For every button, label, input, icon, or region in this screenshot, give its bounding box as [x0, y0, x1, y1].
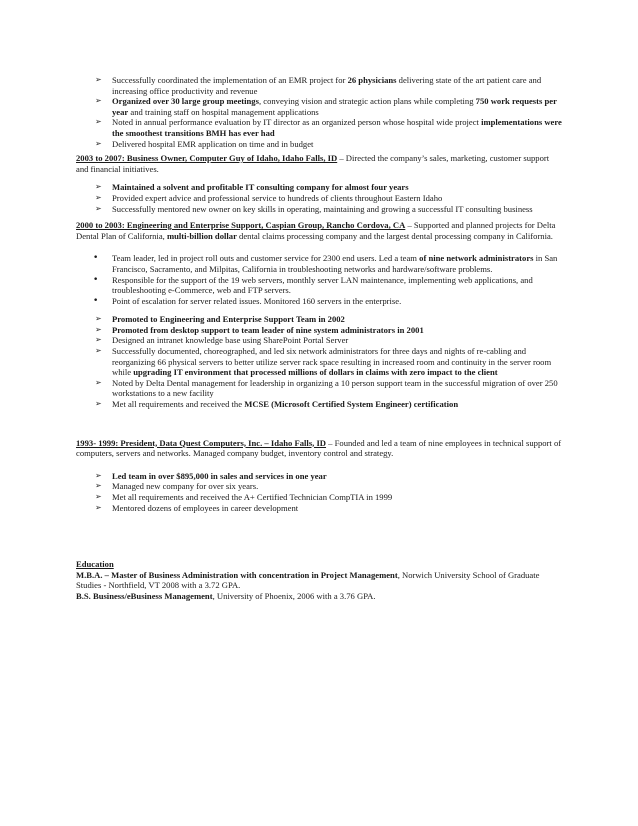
bullet-arrow-icon: ➢	[95, 96, 102, 106]
bullet-arrow-icon: ➢	[95, 203, 102, 213]
job-2000-2003	[76, 220, 562, 241]
bold-text: implementations were the smoothest transitions BMH has ever had	[112, 117, 562, 138]
job-description: – Founded and led a team of nine employees in technical support of computers, servers and networks. Managed company budget, inventory control and strategy.	[76, 437, 562, 459]
list-item	[76, 314, 562, 325]
bullet-arrow-icon: ➢	[95, 399, 102, 409]
job-description: – Supported and planned projects for Delta Dental Plan of California, multi-billion dollar dental claims processing company and the largest dental processing company in California.	[76, 220, 556, 241]
bullet-arrow-icon: ➢	[95, 182, 102, 192]
list-item: ➢ Provided expert advice and professional service to hundreds of clients throughout Eastern Idaho	[95, 192, 443, 203]
job-header: 1993- 1999: President, Data Quest Computers, Inc. – Idaho Falls, ID	[76, 437, 327, 448]
bullet-dot-icon: •	[93, 253, 99, 264]
job-2000-2003-dot-bullets	[76, 253, 562, 306]
job-2000-2003-arrow-bullets	[76, 314, 562, 409]
list-item: ➢ Successfully documented, choreographed, and led six network administrators for three days and nights of re-cabling and reorganizing 66 physical servers to better utilize server rack space resulting in increased room and continuity in the server room while upgrading IT environment that processed millions of dollars in claims with zero impact to the client	[95, 346, 552, 378]
bold-text: M.B.A. – Master of Business Administration with concentration in Project Management	[76, 569, 398, 580]
list-item: ➢ Noted in annual performance evaluation by IT director as an organized person whose hospital wide project implementations were the smoothest transitions BMH has ever had	[95, 117, 562, 138]
job-header: 2000 to 2003: Engineering and Enterprise Support, Caspian Group, Rancho Cordova, CA	[76, 220, 406, 231]
bold-text: 26 physicians	[347, 75, 397, 85]
bold-text: Led team in over $895,000 in sales and services in one year	[112, 470, 327, 481]
bullet-arrow-icon: ➢	[95, 75, 102, 84]
bold-text: MCSE (Microsoft Certified System Engineer) certification	[244, 399, 459, 410]
bold-text: 750 work requests per year	[112, 96, 557, 117]
bold-text: Promoted from desktop support to team leader of nine system administrators in 2001	[112, 324, 424, 335]
bullet-arrow-icon: ➢	[95, 324, 102, 334]
list-item	[76, 182, 562, 193]
job-1993-1999	[76, 438, 562, 459]
bullet-arrow-icon: ➢	[95, 502, 102, 512]
job-2003-2007	[76, 153, 562, 174]
list-item: ➢ Met all requirements and received the A+ Certified Technician CompTIA in 1999	[95, 492, 393, 502]
education-section	[76, 559, 562, 601]
bullet-arrow-icon: ➢	[95, 192, 102, 202]
education-title: Education	[76, 559, 114, 570]
list-item: ➢ Successfully coordinated the implementation of an EMR project for 26 physicians delivering state of the art patient care and increasing office productivity and revenue	[95, 75, 542, 96]
bold-text: Promoted to Engineering and Enterprise Support Team in 2002	[112, 314, 345, 325]
list-item: • Point of escalation for server related issues. Monitored 160 servers in the enterprise.	[93, 295, 402, 306]
list-item: ➢ Managed new company for over six years.	[95, 481, 259, 492]
job-2003-2007-bullets	[76, 182, 562, 214]
list-item	[76, 471, 562, 482]
education-entries	[76, 570, 562, 602]
bullet-arrow-icon: ➢	[95, 117, 102, 127]
job-header: 2003 to 2007: Business Owner, Computer Guy of Idaho, Idaho Falls, ID	[76, 153, 338, 164]
bold-text: B.S. Business/eBusiness Management	[76, 590, 213, 601]
list-item: ➢ Mentored dozens of employees in career development	[95, 502, 299, 513]
bullet-arrow-icon: ➢	[95, 314, 102, 324]
list-item	[76, 325, 562, 336]
list-item: ➢ Met all requirements and received the MCSE (Microsoft Certified System Engineer) certification	[95, 399, 459, 410]
bold-text: Organized over 30 large group meetings	[112, 96, 259, 107]
list-item: ➢ Successfully mentored new owner on key skills in operating, maintaining and growing a successful IT consulting business	[95, 203, 533, 214]
bullet-arrow-icon: ➢	[95, 335, 102, 345]
bold-text: Maintained a solvent and profitable IT consulting company for almost four years	[112, 182, 409, 193]
education-entry: M.B.A. – Master of Business Administration with concentration in Project Management, Norwich University School of Graduate Studies - Northfield, VT 2008 with a 3.72 GPA.	[76, 569, 540, 591]
bullet-arrow-icon: ➢	[95, 470, 102, 480]
bullet-arrow-icon: ➢	[95, 346, 102, 356]
bullet-arrow-icon: ➢	[95, 492, 102, 501]
list-item: ➢ Noted by Delta Dental management for leadership in organizing a 10 person support team in the successful migration of over 250 workstations to a new facility	[95, 377, 558, 399]
list-item: ➢ Designed an intranet knowledge base using SharePoint Portal Server	[95, 335, 349, 346]
bullet-arrow-icon: ➢	[95, 377, 102, 387]
bold-text: upgrading IT environment that processed millions of dollars in claims with zero impact to the client	[133, 367, 498, 378]
list-item: ➢ Delivered hospital EMR application on time and in budget	[95, 138, 314, 149]
list-item: ➢ Organized over 30 large group meetings, conveying vision and strategic action plans while completing 750 work requests per year and training staff on hospital management applications	[95, 96, 557, 117]
list-item: • Responsible for the support of the 19 web servers, monthly server LAN maintenance, implementing web applications, and troubleshooting e-Commerce, web and FTP servers.	[93, 274, 533, 296]
bold-text: of nine network administrators	[419, 253, 534, 264]
list-item: • Team leader, led in project roll outs and customer service for 2300 end users. Led a team of nine network administrators in San Francisco, Sacramento, and Milpitas, California in troubleshooting networks and hardware/software problems.	[93, 253, 558, 274]
bullet-arrow-icon: ➢	[95, 481, 102, 491]
emr-bullet-list	[76, 75, 562, 149]
bullet-arrow-icon: ➢	[95, 138, 102, 148]
bullet-dot-icon: •	[93, 295, 99, 306]
resume-page	[76, 75, 562, 602]
bullet-dot-icon: •	[93, 274, 99, 285]
job-1993-1999-bullets	[76, 471, 562, 513]
education-entry: B.S. Business/eBusiness Management, University of Phoenix, 2006 with a 3.76 GPA.	[76, 590, 376, 601]
bold-text: multi-billion dollar	[166, 230, 237, 241]
job-description: – Directed the company’s sales, marketing, customer support and financial initiatives.	[76, 153, 550, 174]
